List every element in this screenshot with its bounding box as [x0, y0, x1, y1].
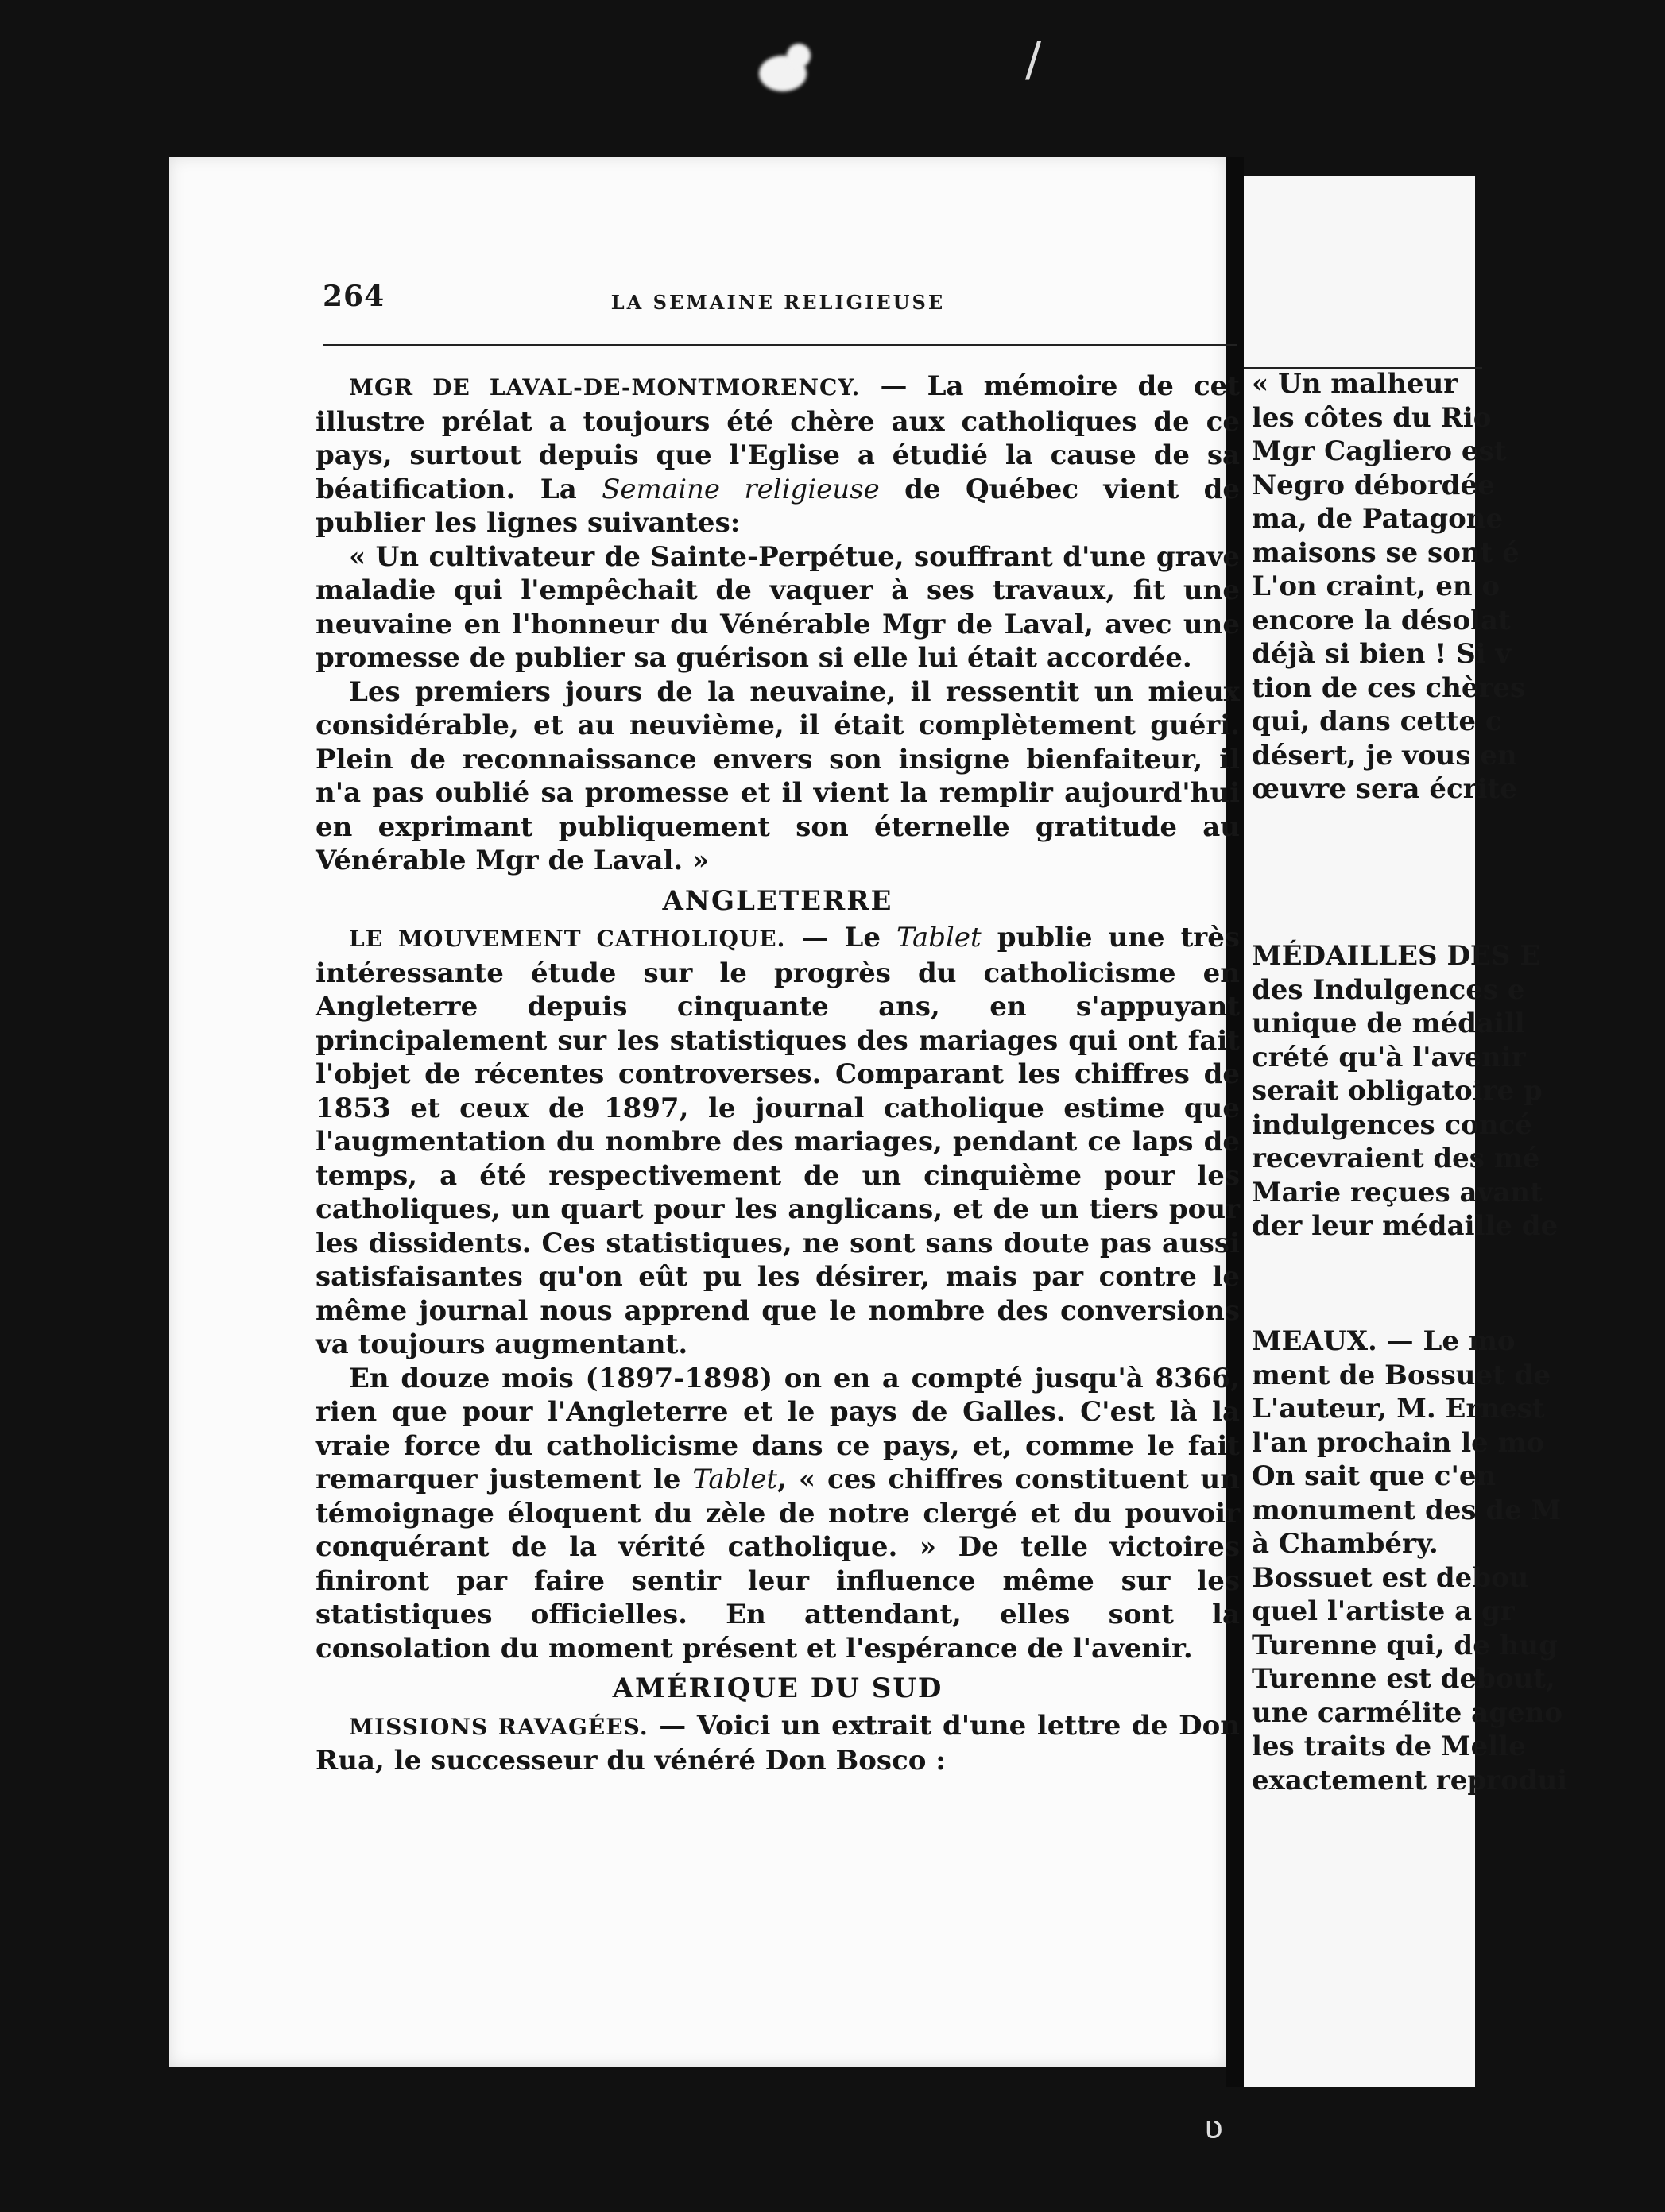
- text-line: indulgences concé: [1252, 1108, 1532, 1141]
- text-run: — La mémoire de cet illustre prélat a toujours été chère aux catholiques de ce pays, surtout depuis que l'Eglise a étudié la cause de sa béatification. La: [316, 370, 1240, 505]
- paragraph: [316, 921, 1240, 1362]
- text-line: Bossuet est debou: [1252, 1561, 1529, 1594]
- text-line: qui, dans cette c: [1252, 706, 1502, 737]
- article-text: [316, 369, 1240, 1778]
- right-page: [1244, 176, 1568, 2087]
- text-line: encore la désolat: [1252, 604, 1511, 636]
- text-line: serait obligatoire p: [1252, 1075, 1543, 1107]
- section-lead: MGR DE LAVAL-DE-MONTMORENCY.: [349, 374, 861, 400]
- text-line: recevraient des mé: [1252, 1143, 1540, 1174]
- paragraph: « Un cultivateur de Sainte-Perpétue, souffrant d'une grave maladie qui l'empêchait de vaquer à ses travaux, fit une neuvaine en l'honneur du Vénérable Mgr de Laval, avec une promesse de publier sa guérison si elle lui était accordée.: [316, 540, 1240, 674]
- text-run: — Voici un extrait d'une lettre de Don Rua, le successeur du vénéré Don Bosco :: [316, 1709, 1240, 1777]
- text-line: les côtes du Rio: [1252, 401, 1492, 434]
- text-run: de Québec vient de publier les lignes suivantes:: [316, 473, 1240, 539]
- paragraph: [316, 1362, 1240, 1666]
- section-heading: AMÉRIQUE DU SUD: [612, 1673, 943, 1704]
- text-line: désert, je vous en: [1252, 739, 1517, 771]
- text-line: ment de Bossuet de: [1252, 1359, 1551, 1391]
- text-line: quel l'artiste a gr: [1252, 1595, 1515, 1627]
- page-number: 264: [323, 280, 385, 313]
- text-line: Turenne qui, de hug: [1252, 1629, 1558, 1661]
- paragraph: [316, 369, 1240, 540]
- text-line: On sait que c'en: [1252, 1460, 1497, 1492]
- text-line: une carmélite ageno: [1252, 1696, 1562, 1729]
- text-run: En douze mois (1897-1898) on en a compté jusqu'à 8366, rien que pour l'Angleterre et le pays de Galles. C'est là la vraie force du catholicisme dans ce pays, et, comme le fait remarquer justement le: [316, 1362, 1240, 1495]
- text-line: tion de ces chères: [1252, 671, 1526, 704]
- scan-artifact: ʋ: [1204, 2110, 1223, 2146]
- text-line: Marie reçues avant: [1252, 1176, 1543, 1208]
- text-line: unique de médaill: [1252, 1007, 1525, 1039]
- right-column-text-top: [1252, 367, 1665, 806]
- left-page-content: [169, 157, 1240, 2067]
- scan-artifact: /: [1025, 32, 1042, 87]
- paragraph: [316, 1709, 1240, 1778]
- text-line: crété qu'à l'avenir: [1252, 1041, 1526, 1073]
- scan-artifact: [787, 44, 811, 68]
- text-line: Turenne est debout,: [1252, 1663, 1555, 1695]
- page-header: [323, 280, 1233, 327]
- text-line: les traits de Melle: [1252, 1731, 1526, 1762]
- text-run: — Le: [785, 922, 896, 953]
- text-run: publie une très intéressante étude sur le progrès du catholicisme en Angleterre depuis cinquante ans, en s'appuyant principalement sur les statistiques des mariages qui ont fait l'objet de récentes controverses. Comparant les chiffres de 1853 et ceux de 1897, le journal catholique estime que l'augmentation du nombre des mariages, pendant ce laps de temps, a été respectivement de un cinquième pour les catholiques, un quart pour les anglicans, et de un tiers pour les dissidents. Ces statistiques, ne sont sans doute pas aussi satisfaisantes qu'on eût pu les désirer, mais par contre le même journal nous apprend que le nombre des conversions va toujours augmentant.: [316, 922, 1240, 1360]
- italic-text: Semaine religieuse: [602, 473, 880, 505]
- text-line: L'on craint, en o: [1252, 570, 1500, 602]
- text-line: œuvre sera écrite: [1252, 773, 1517, 805]
- section-heading: ANGLETERRE: [662, 884, 893, 917]
- paragraph: Les premiers jours de la neuvaine, il ressentit un mieux considérable, et au neuvième, il était complètement guéri. Plein de reconnaissance envers son insigne bienfaiteur, il n'a pas oublié sa promesse et il vient la remplir aujourd'hui en exprimant publiquement son éternelle gratitude au Vénérable Mgr de Laval. »: [316, 675, 1240, 876]
- text-run: , « ces chiffres constituent un témoignage éloquent du zèle de notre clergé et du pouvoir conquérant de la vérité catholique. » De telle victoires finiront par faire sentir leur influence même sur les statistiques officielles. En attendant, elles sont la consolation du moment présent et l'espérance de l'avenir.: [316, 1464, 1240, 1665]
- italic-text: Tablet: [896, 922, 982, 953]
- text-line: L'auteur, M. Ernest: [1252, 1393, 1545, 1425]
- text-line: l'an prochain le mo: [1252, 1426, 1545, 1459]
- right-column-text-mid: [1252, 939, 1665, 1243]
- section-lead: MISSIONS RAVAGÉES.: [349, 1713, 649, 1740]
- section-lead: LE MOUVEMENT CATHOLIQUE.: [349, 926, 786, 952]
- text-line: Negro débordée: [1252, 469, 1495, 501]
- text-line: Mgr Cagliero est: [1252, 435, 1507, 467]
- text-line: monument des de M: [1252, 1494, 1562, 1526]
- text-line: des Indulgences e: [1252, 973, 1525, 1006]
- header-rule: [323, 344, 1237, 346]
- text-line: MEAUX. — Le mo: [1252, 1325, 1516, 1357]
- text-line: exactement reprodui: [1252, 1764, 1568, 1796]
- italic-text: Tablet: [692, 1464, 778, 1495]
- text-line: MÉDAILLES DES E: [1252, 940, 1541, 972]
- text-line: « Un malheur: [1252, 368, 1458, 400]
- text-line: déjà si bien ! Si v: [1252, 638, 1512, 670]
- right-column-text-bottom: [1252, 1324, 1665, 1797]
- text-line: ma, de Patagone: [1252, 503, 1504, 535]
- text-line: der leur médaille de: [1252, 1210, 1559, 1242]
- text-line: maisons se sont é: [1252, 536, 1520, 569]
- running-title: LA SEMAINE RELIGIEUSE: [610, 291, 946, 314]
- text-line: à Chambéry.: [1252, 1528, 1438, 1560]
